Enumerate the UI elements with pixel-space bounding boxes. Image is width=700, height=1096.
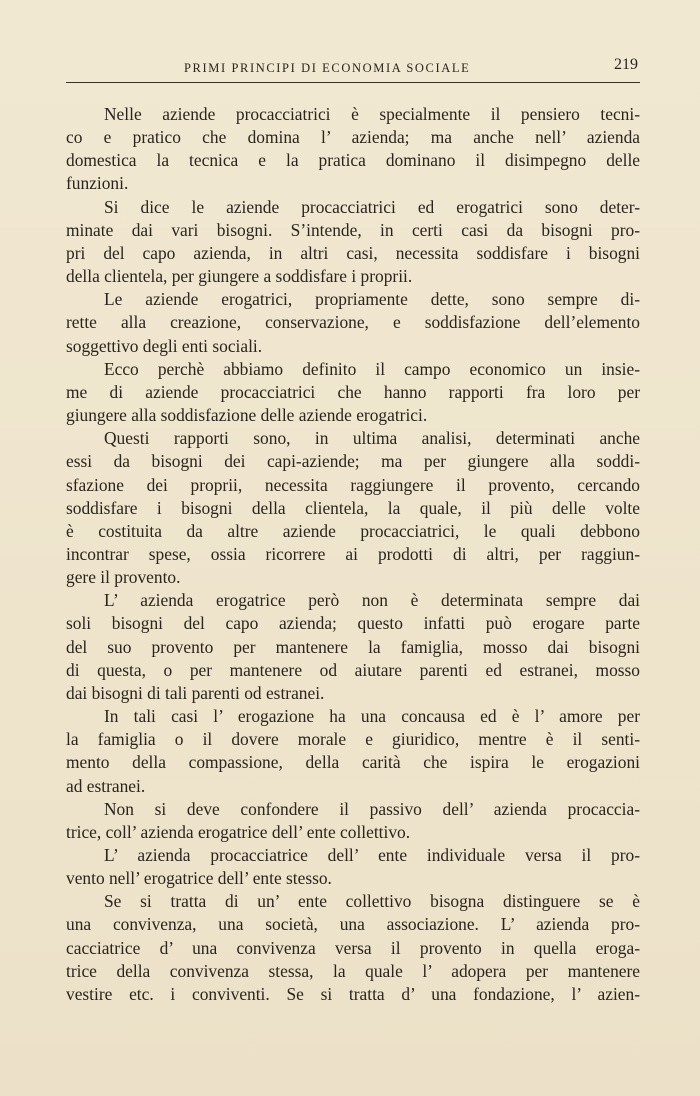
text-line: dai bisogni di tali parenti od estranei. <box>66 682 325 703</box>
text-line: me di aziende procacciatrici che hanno rapporti fra loro per <box>66 381 640 402</box>
text-line: co e pratico che domina l’ azienda; ma anche nell’ azienda <box>66 127 640 148</box>
text-line: la famiglia o il dovere morale e giuridico, mentre è il senti- <box>66 729 640 750</box>
text-line: soli bisogni del capo azienda; questo infatti può erogare parte <box>66 613 640 634</box>
running-title: PRIMI PRINCIPI DI ECONOMIA SOCIALE <box>184 61 471 75</box>
paragraph <box>66 844 640 890</box>
text-line: del suo provento per mantenere la famiglia, mosso dai bisogni <box>66 636 640 657</box>
text-line: cacciatrice d’ una convivenza versa il provento in quella eroga- <box>66 937 640 958</box>
text-line: Si dice le aziende procacciatrici ed erogatrici sono deter- <box>104 196 640 217</box>
paragraph <box>66 705 640 798</box>
text-line: Non si deve confondere il passivo dell’ azienda procaccia- <box>104 798 640 819</box>
paragraph <box>66 427 640 589</box>
text-line: mento della compassione, della carità che ispira le erogazioni <box>66 752 640 773</box>
text-line: essi da bisogni dei capi-aziende; ma per giungere alla soddi- <box>66 451 640 472</box>
text-line: della clientela, per giungere a soddisfare i proprii. <box>66 266 413 287</box>
text-line: Questi rapporti sono, in ultima analisi, determinati anche <box>104 428 640 449</box>
paragraph <box>66 890 640 1006</box>
text-line: domestica la tecnica e la pratica dominano il disimpegno delle <box>66 150 640 171</box>
text-line: pri del capo azienda, in altri casi, necessita soddisfare i bisogni <box>66 242 640 263</box>
paragraph <box>66 288 640 357</box>
paragraph <box>66 103 640 196</box>
paragraph <box>66 358 640 427</box>
paragraph <box>66 798 640 844</box>
paragraph <box>66 589 640 705</box>
text-line: di questa, o per mantenere od aiutare parenti ed estranei, mosso <box>66 659 640 680</box>
paragraph <box>66 196 640 289</box>
text-line: giungere alla soddisfazione delle aziende erogatrici. <box>66 405 428 426</box>
text-line: funzioni. <box>66 173 129 194</box>
text-line: In tali casi l’ erogazione ha una concausa ed è l’ amore per <box>104 706 640 727</box>
text-line: gere il provento. <box>66 567 181 588</box>
text-line: trice della convivenza stessa, la quale l’ adopera per mantenere <box>66 960 640 981</box>
text-line: vento nell’ erogatrice dell’ ente stesso. <box>66 868 332 889</box>
text-line: soggettivo degli enti sociali. <box>66 335 263 356</box>
text-line: Se si tratta di un’ ente collettivo bisogna distinguere se è <box>104 891 640 912</box>
text-line: incontrar spese, ossia ricorrere ai prodotti di altri, per raggiun- <box>66 543 640 564</box>
text-line: Nelle aziende procacciatrici è specialmente il pensiero tecni- <box>104 104 640 124</box>
text-line: L’ azienda procacciatrice dell’ ente individuale versa il pro- <box>104 845 640 865</box>
text-line: Le aziende erogatrici, propriamente dette, sono sempre di- <box>104 289 640 310</box>
text-line: trice, coll’ azienda erogatrice dell’ ente collettivo. <box>66 821 411 842</box>
text-line: rette alla creazione, conservazione, e soddisfazione dell’elemento <box>66 312 640 333</box>
text-line: soddisfare i bisogni della clientela, la quale, il più delle volte <box>66 497 640 518</box>
page-number: 219 <box>614 56 638 73</box>
text-line: è costituita da altre aziende procacciatrici, le quali debbono <box>66 520 640 541</box>
text-line: minate dai vari bisogni. S’intende, in certi casi da bisogni pro- <box>66 219 640 240</box>
text-line: L’ azienda erogatrice però non è determinata sempre dai <box>104 590 640 611</box>
text-line: sfazione dei proprii, necessita raggiungere il provento, cercando <box>66 474 640 495</box>
running-head <box>66 56 640 83</box>
text-line: Ecco perchè abbiamo definito il campo economico un insie- <box>104 358 640 379</box>
text-line: vestire etc. i conviventi. Se si tratta d’ una fondazione, l’ azien- <box>66 983 640 1004</box>
text-line: ad estranei. <box>66 775 146 796</box>
text-line: una convivenza, una società, una associazione. L’ azienda pro- <box>66 914 640 935</box>
body-text <box>66 103 640 1006</box>
